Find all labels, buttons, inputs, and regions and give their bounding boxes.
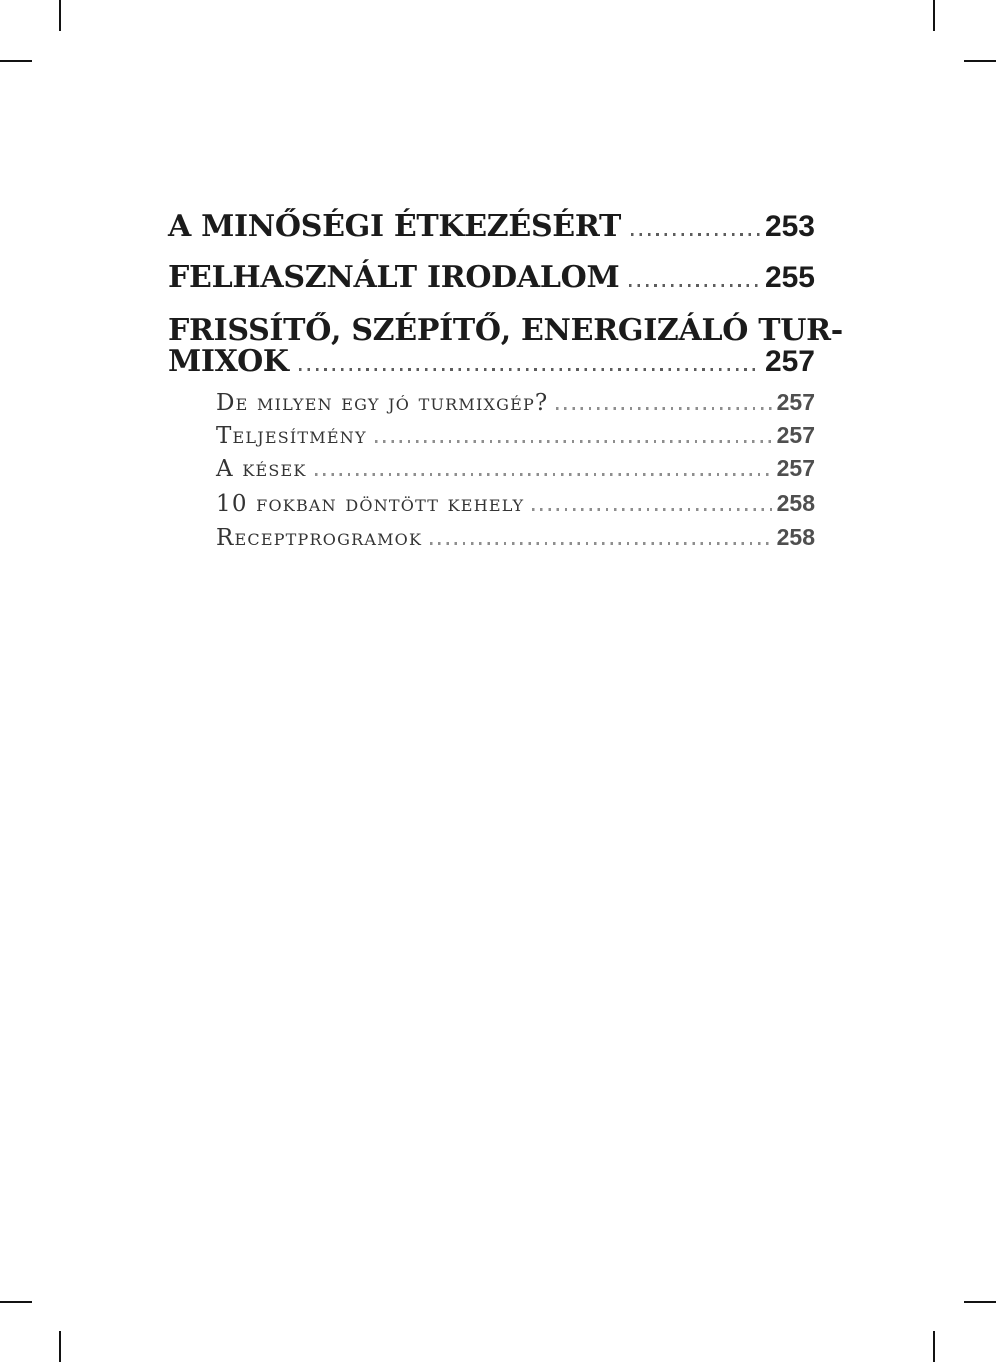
toc-entry-title: A kések: [216, 456, 307, 482]
toc-entry-page-number: 257: [776, 422, 815, 448]
toc-entry-title-line-1: FRISSÍTŐ, SZÉPÍTŐ, ENERGIZÁLÓ TUR-: [168, 313, 843, 348]
toc-entry-page-number: 257: [776, 389, 815, 415]
toc-entry-page-number: 257: [764, 345, 815, 378]
dot-leader: [315, 473, 773, 476]
toc-entry-title: De milyen egy jó turmixgép?: [216, 390, 549, 416]
crop-mark-bottom-right-horizontal: [964, 1301, 996, 1303]
crop-mark-top-right-horizontal: [964, 60, 996, 62]
toc-entry: [216, 388, 815, 417]
crop-mark-bottom-left-vertical: [59, 1331, 61, 1362]
toc-entry-title-line-2: MIXOK: [168, 344, 289, 379]
crop-mark-top-right-vertical: [933, 0, 935, 31]
crop-mark-top-left-vertical: [59, 0, 61, 31]
dot-leader: [375, 440, 773, 443]
toc-entry-page-number: 258: [776, 490, 815, 516]
toc-entry-title: A MINŐSÉGI ÉTKEZÉSÉRT: [168, 209, 622, 244]
toc-entry: [216, 421, 815, 450]
toc-entry: [168, 313, 843, 379]
crop-mark-bottom-left-horizontal: [0, 1301, 32, 1303]
dot-leader: [631, 233, 760, 236]
crop-mark-bottom-right-vertical: [933, 1331, 935, 1362]
dot-leader: [532, 508, 772, 511]
toc-entry-page-number: 257: [776, 455, 815, 481]
toc-entry: [168, 211, 815, 242]
toc-entry: [216, 489, 815, 518]
toc-entry-title: Teljesítmény: [216, 423, 367, 449]
toc-entry-page-number: 253: [764, 210, 815, 243]
dot-leader: [629, 284, 760, 287]
toc-entry: [216, 523, 815, 552]
toc-entry: [168, 262, 815, 293]
dot-leader: [556, 407, 772, 410]
toc-entry-page-number: 258: [776, 524, 815, 550]
toc-entry-title: Receptprogramok: [216, 525, 423, 551]
dot-leader: [430, 542, 773, 545]
toc-entry-title: FELHASZNÁLT IRODALOM: [168, 260, 620, 295]
crop-mark-top-left-horizontal: [0, 60, 32, 62]
toc-entry: [216, 454, 815, 483]
toc-entry-page-number: 255: [764, 261, 815, 294]
dot-leader: [299, 368, 760, 371]
toc-entry-title: 10 fokban döntött kehely: [216, 491, 525, 517]
